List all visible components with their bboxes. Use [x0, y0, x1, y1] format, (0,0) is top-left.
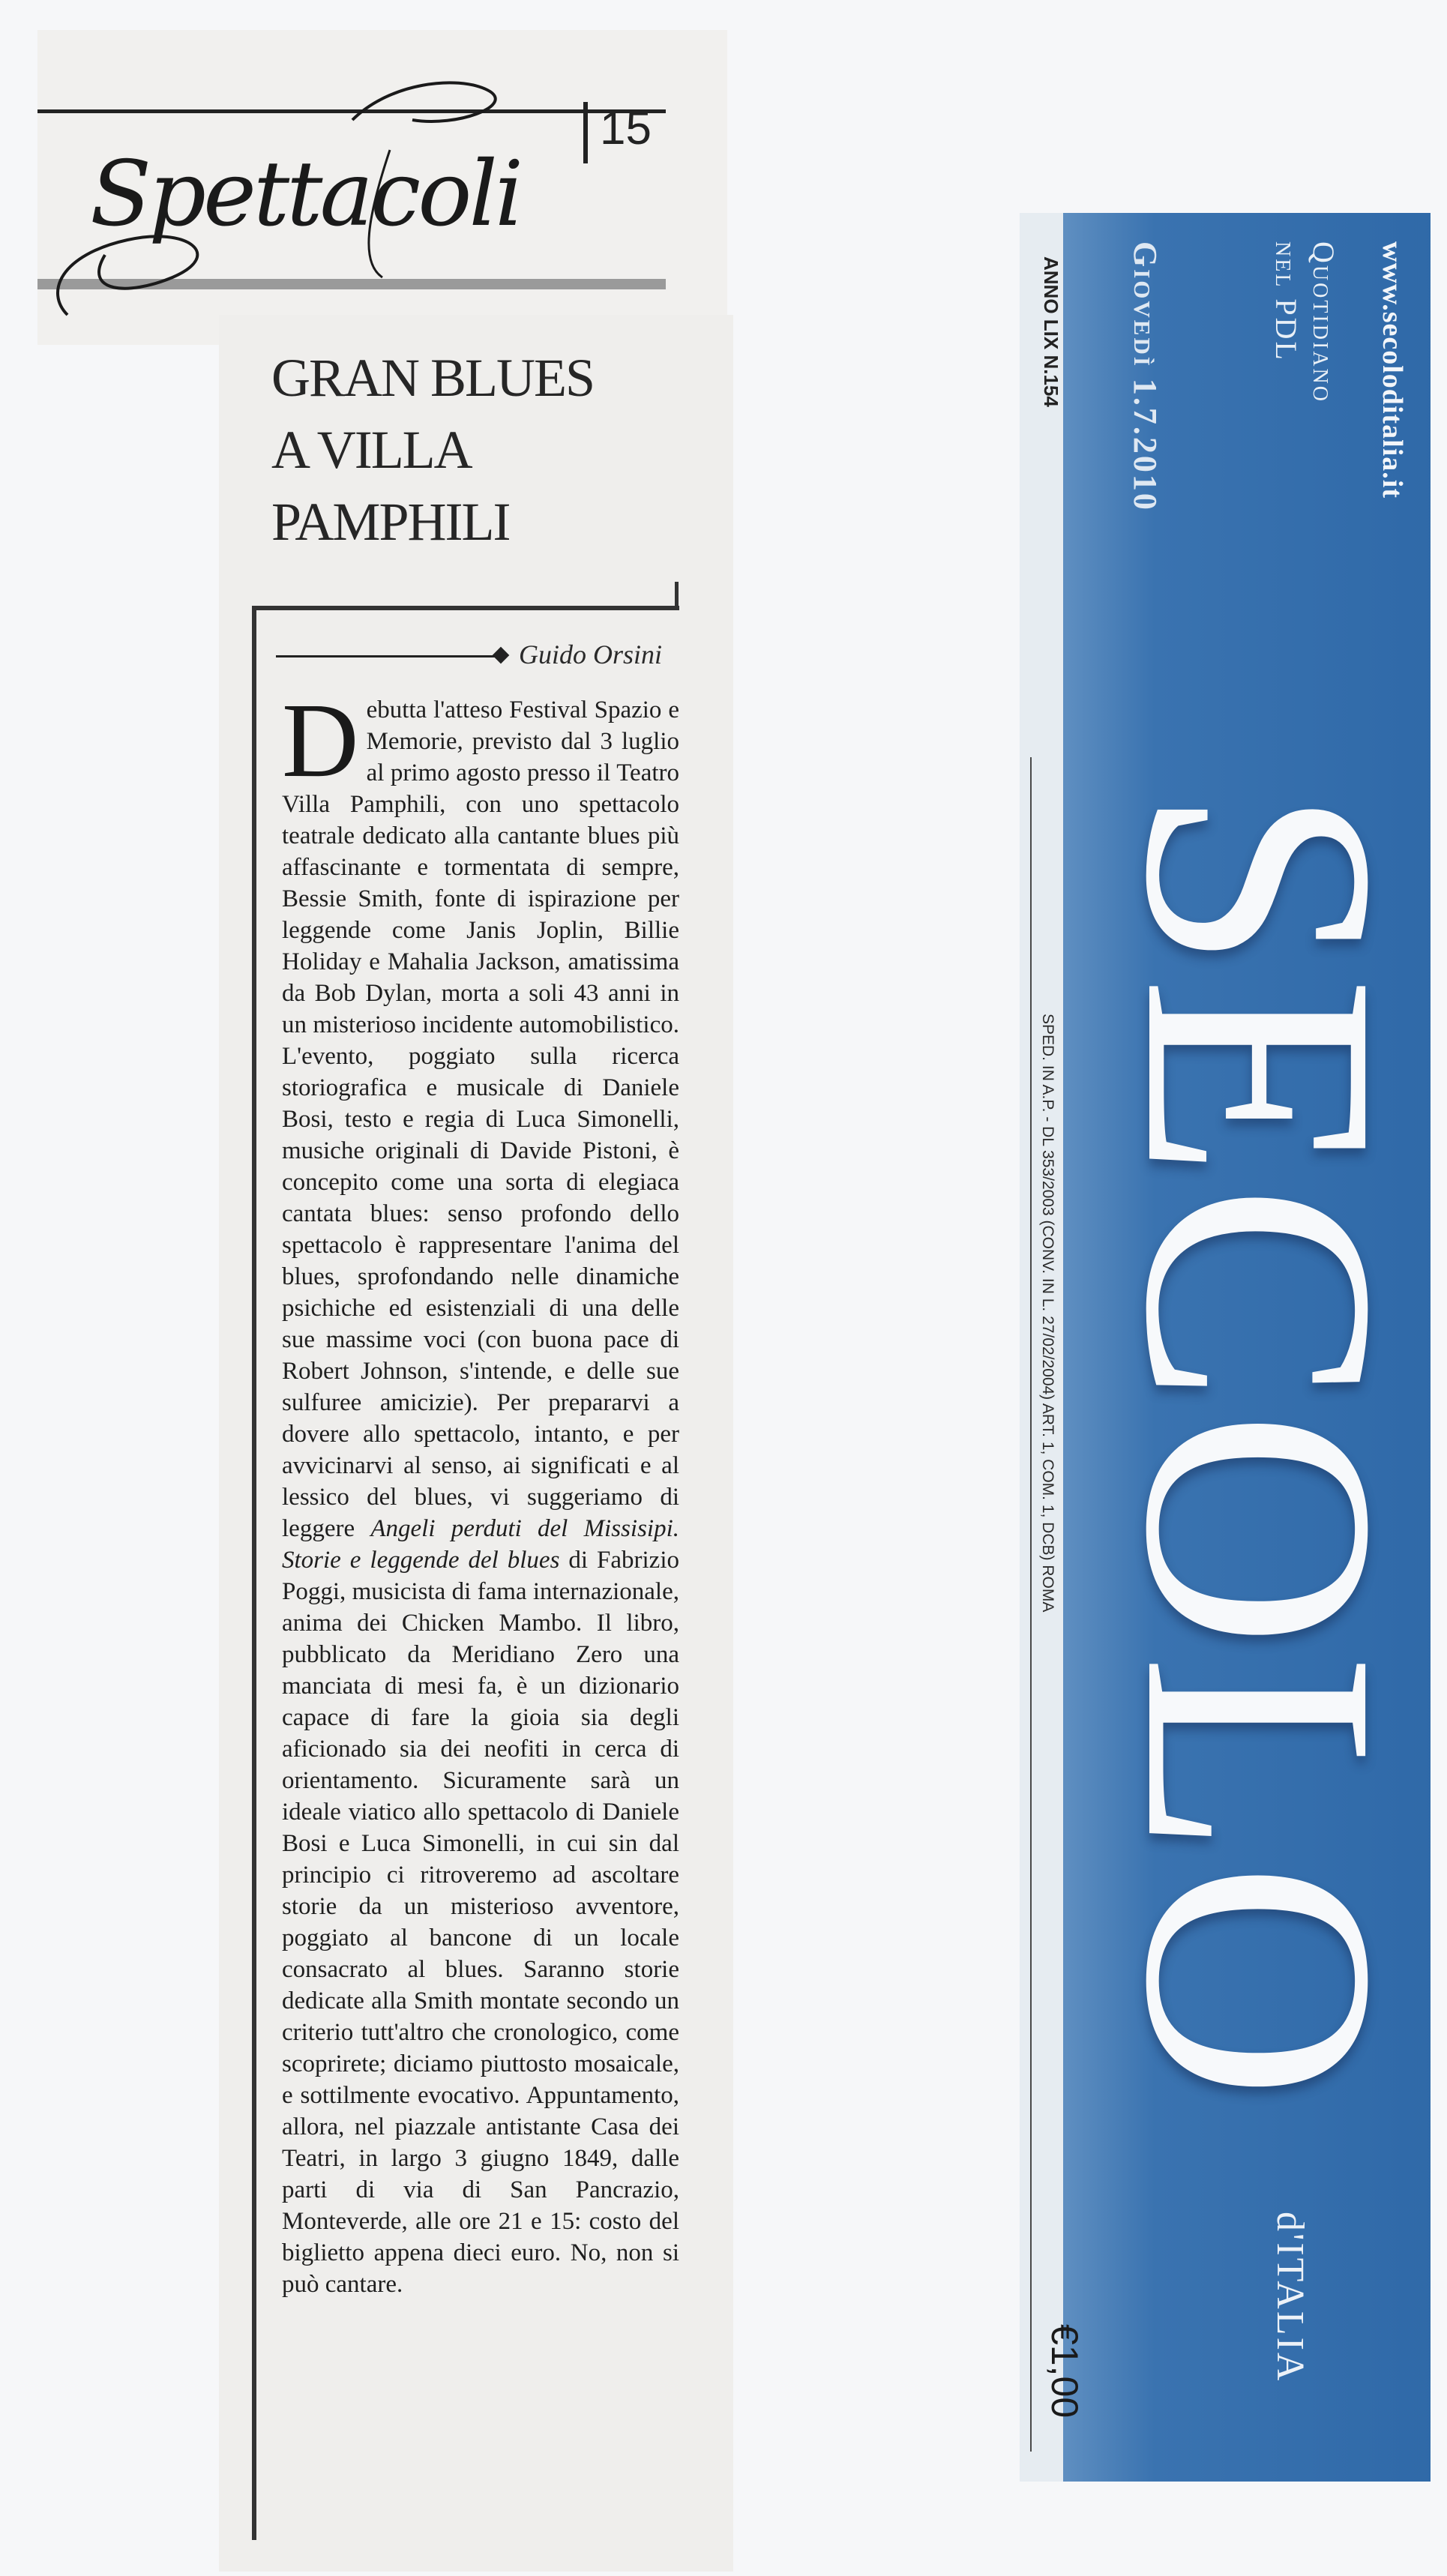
masthead-logo: SECOLO	[1077, 787, 1443, 2107]
article-frame-tick	[675, 582, 679, 609]
article-frame-top	[252, 606, 679, 610]
masthead-tagline-2: nel PDL	[1269, 241, 1303, 362]
masthead-tagline-1: Quotidiano	[1307, 241, 1341, 403]
byline-rule	[276, 655, 501, 657]
headline-line-2: A VILLA	[271, 420, 472, 480]
masthead-postal-notice: SPED. IN A.P. - DL 353/2003 (CONV. IN L. 27/02/2004) ART. 1, COM. 1, DCB) ROMA	[1039, 1014, 1056, 1613]
masthead-date: Giovedì 1.7.2010	[1127, 241, 1164, 512]
headline-line-1: GRAN BLUES	[271, 348, 595, 408]
page-number-rule	[583, 102, 588, 163]
masthead-issue: ANNO LIX N.154	[1040, 256, 1062, 407]
masthead-logo-suffix: d'ITALIA	[1269, 2212, 1311, 2383]
article-body	[282, 681, 680, 2554]
article-text-outro: di Fabrizio Poggi, musicista di fama internazionale, anima dei Chicken Mambo. Il libro, pubblicato da Meridiano Zero una manciata di mesi fa, è un dizionario capace di fare la gioia sia degli aficionado sia dei neofiti in cerca di orientamento. Sicuramente sarà un ideale viatico allo spettacolo di Daniele Bosi e Luca Simonelli, in cui sin dal principio ci ritroveremo ad ascoltare storie da un misterioso avventore, poggiato al bancone di un locale consacrato al blues. Saranno storie dedicate alla Smith montate secondo un criterio tutt'altro che cronologico, come scoprirete; diciamo piuttosto mosaicale, e sottilmente evocativo. Appuntamento, allora, nel piazzale antistante Casa dei Teatri, in largo 3 giugno 1849, dalle parti di via di San Pancrazio, Monteverde, alle ore 21 e 15: costo del biglietto appena dieci euro. No, non si può cantare.	[282, 1547, 679, 2298]
masthead-divider	[1030, 757, 1032, 2452]
article-text-intro: ebutta l'atteso Festival Spazio e Memorie, previsto dal 3 luglio al primo agosto presso il Teatro Villa Pamphili, con uno spettacolo teatrale dedicato alla cantante blues più affascinante e tormentata di sempre, Bessie Smith, fonte di ispirazione per leggende come Janis Joplin, Billie Holiday e Mahalia Jackson, amatissima da Bob Dylan, morta a soli 43 anni in un misterioso incidente automobilistico. L'evento, poggiato sulla ricerca storiografica e musicale di Daniele Bosi, testo e regia di Luca Simonelli, musiche originali di Davide Pistoni, è concepito come una sorta di elegiaca cantata blues: senso profondo dello spettacolo è rappresentare l'anima del blues, sprofondando nelle dinamiche psichiche ed esistenziali di una delle sue massime voci (con buona pace di Robert Johnson, s'intende, e delle sue sulfuree amicizie). Per prepararvi a dovere allo spettacolo, intanto, e per avvicinarvi al senso, ai significati e al lessico del blues, vi suggeriamo di leggere	[282, 696, 679, 1542]
masthead-price: €1,00	[1044, 2324, 1086, 2419]
article-headline	[271, 342, 691, 567]
article-frame-left	[252, 606, 256, 2540]
page-number: 15	[600, 103, 652, 154]
section-title: Spettacoli	[90, 142, 521, 247]
article-byline: Guido Orsini	[519, 640, 663, 669]
drop-cap: D	[282, 681, 359, 799]
book-title: Angeli perduti del Missisipi. Storie e leggende del blues	[282, 1515, 680, 1574]
headline-line-3: PAMPHILI	[271, 492, 510, 552]
masthead-url: www.secoloditalia.it	[1377, 241, 1408, 499]
